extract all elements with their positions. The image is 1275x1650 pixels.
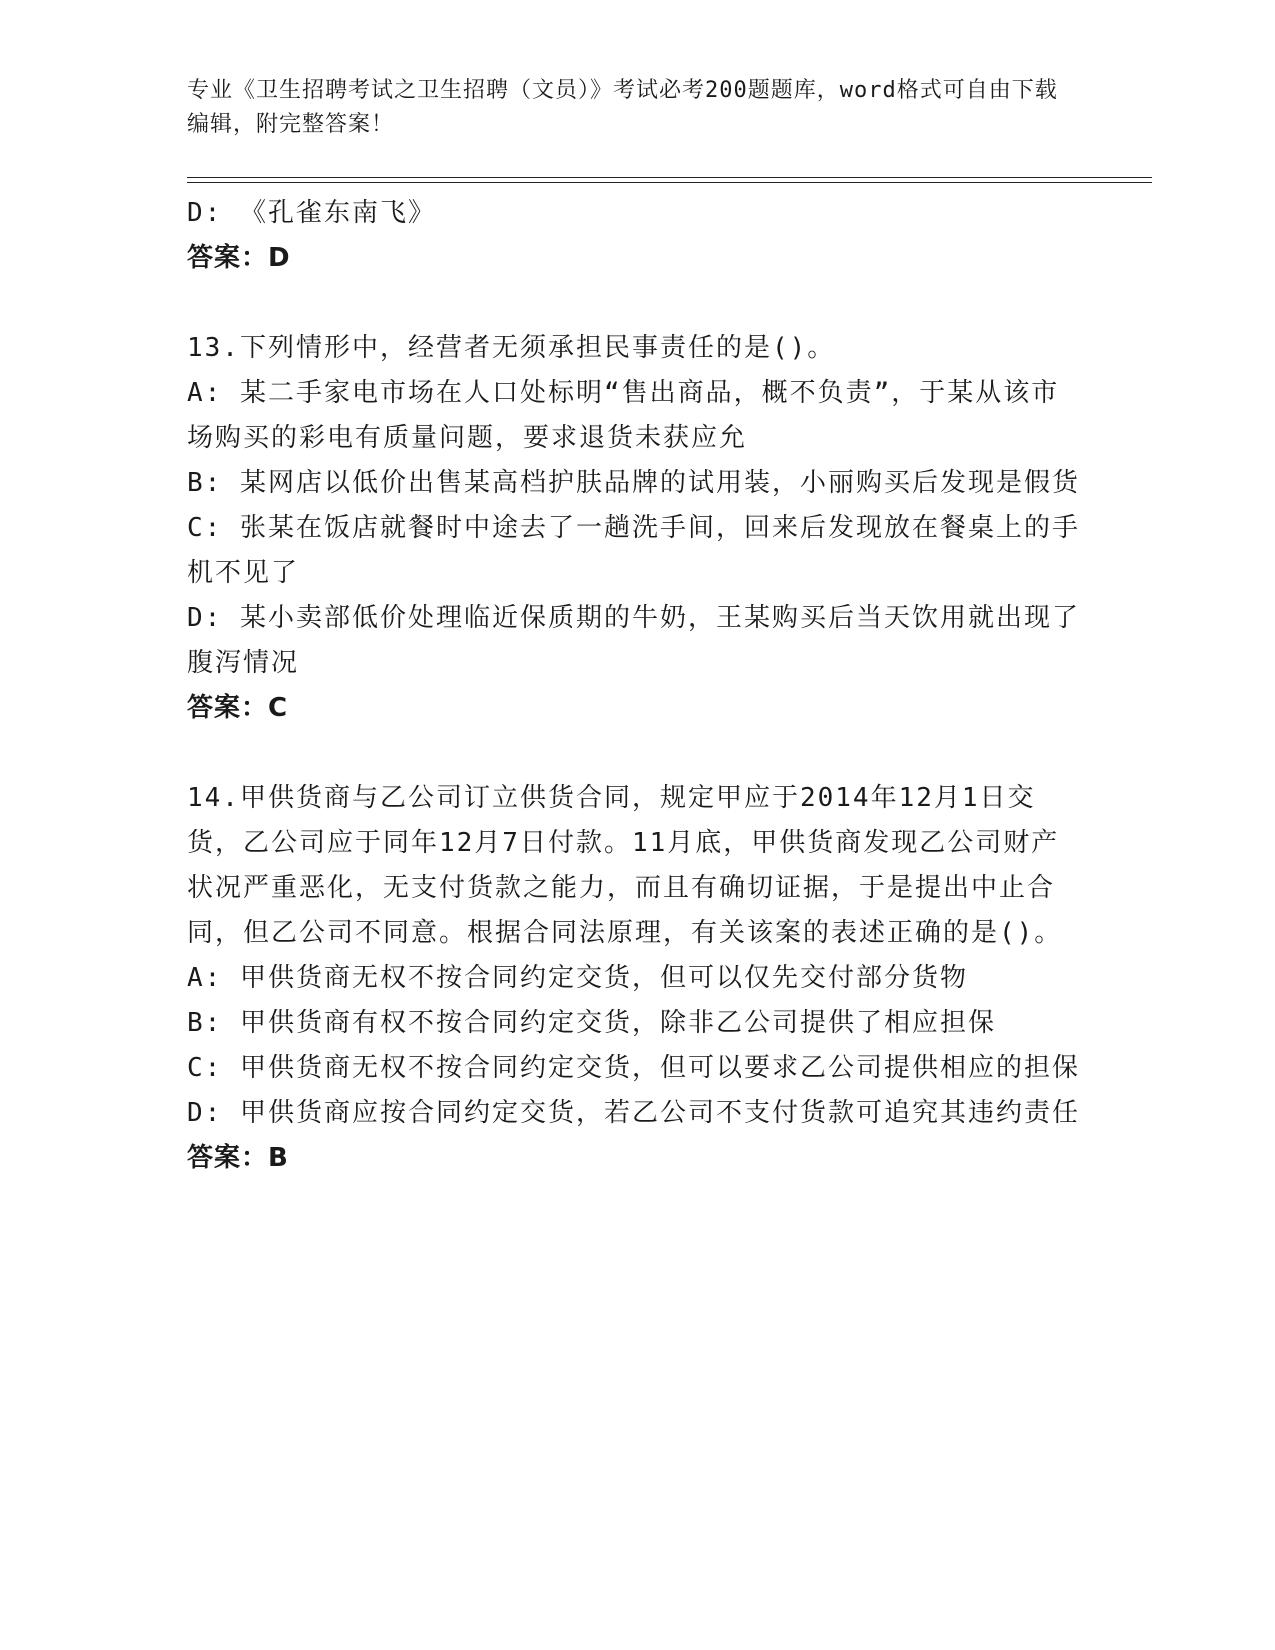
option-c: C: 张某在饭店就餐时中途去了一趟洗手间，回来后发现放在餐桌上的手机不见了 [187, 513, 1080, 588]
answer: 答案：D [187, 243, 291, 273]
option-c: C: 甲供货商无权不按合同约定交货，但可以要求乙公司提供相应的担保 [187, 1053, 1080, 1083]
option-d: D: 《孔雀东南飞》 [187, 198, 436, 228]
option-d: D: 某小卖部低价处理临近保质期的牛奶，王某购买后当天饮用就出现了腹泻情况 [187, 603, 1080, 678]
question-stem: 13.下列情形中，经营者无须承担民事责任的是()。 [187, 333, 836, 363]
answer: 答案：C [187, 693, 289, 723]
option-b: B: 某网店以低价出售某高档护肤品牌的试用装，小丽购买后发现是假货 [187, 468, 1080, 498]
header-divider-bottom [187, 182, 1152, 183]
answer: 答案：B [187, 1143, 289, 1173]
document-body [187, 191, 1087, 1181]
option-a: A: 甲供货商无权不按合同约定交货，但可以仅先交付部分货物 [187, 963, 968, 993]
header-text: 专业《卫生招聘考试之卫生招聘（文员）》考试必考200题题库，word格式可自由下载编辑，附完整答案！ [187, 78, 1058, 137]
header-divider-top [187, 177, 1152, 178]
question-14 [187, 776, 1087, 1181]
page-header [187, 74, 1067, 142]
question-12-tail [187, 191, 1087, 281]
question-stem: 14.甲供货商与乙公司订立供货合同，规定甲应于2014年12月1日交货，乙公司应于同年12月7日付款。11月底，甲供货商发现乙公司财产状况严重恶化，无支付货款之能力，而且有确切证据，于是提出中止合同，但乙公司不同意。根据合同法原理，有关该案的表述正确的是()。 [187, 783, 1063, 948]
option-b: B: 甲供货商有权不按合同约定交货，除非乙公司提供了相应担保 [187, 1008, 996, 1038]
option-a: A: 某二手家电市场在人口处标明“售出商品，概不负责”，于某从该市场购买的彩电有质量问题，要求退货未获应允 [187, 378, 1060, 453]
question-13 [187, 326, 1087, 731]
option-d: D: 甲供货商应按合同约定交货，若乙公司不支付货款可追究其违约责任 [187, 1098, 1080, 1128]
